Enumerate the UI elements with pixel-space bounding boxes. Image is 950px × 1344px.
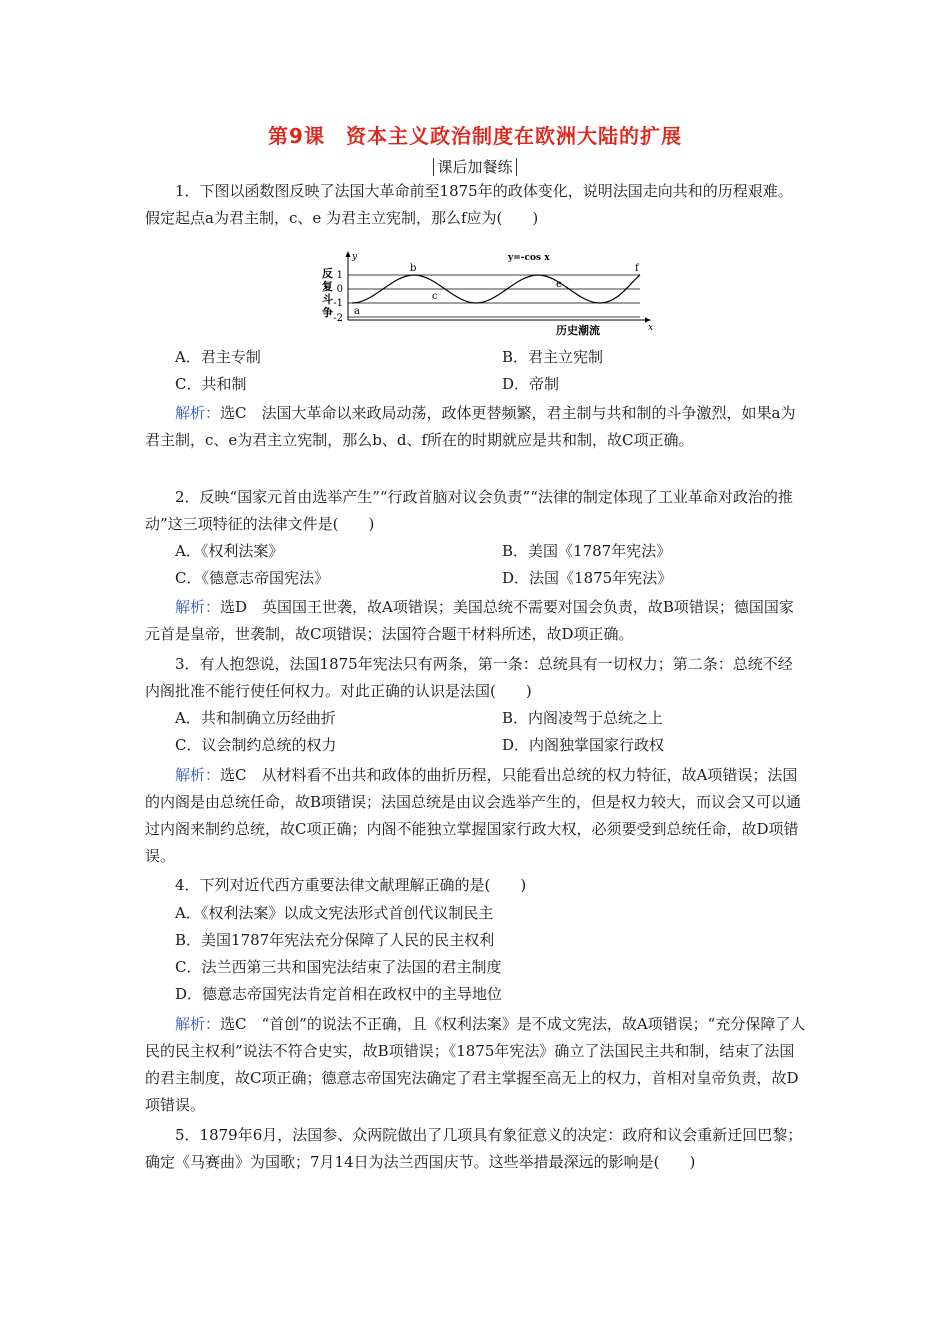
- graph-y-title-char: 复: [322, 280, 333, 293]
- graph-point-label: e: [556, 279, 562, 290]
- graph-y-title-char: 斗: [322, 293, 333, 306]
- analysis-label: 解析：: [175, 1015, 221, 1033]
- analysis-label: 解析：: [175, 766, 221, 784]
- question-2-option-d: D．法国《1875年宪法》: [502, 569, 673, 587]
- question-2-option-c: C．《德意志帝国宪法》: [175, 569, 329, 587]
- question-4-option-d: D．德意志帝国宪法肯定首相在政权中的主导地位: [175, 985, 503, 1003]
- graph-point-label: a: [354, 306, 360, 317]
- graph-point-label: c: [432, 291, 438, 302]
- question-4-option-a: A．《权利法案》以成文宪法形式首创代议制民主: [175, 904, 494, 922]
- graph-y-tick: 0: [336, 284, 343, 295]
- question-3-stem: 3．有人抱怨说，法国1875年宪法只有两条，第一条：总统具有一切权力；第二条：总统不经内阁批准不能行使任何权力。对此正确的认识是法国( ): [145, 655, 793, 700]
- question-2-option-a: A．《权利法案》: [175, 542, 284, 560]
- question-3-option-d: D．内阁独掌国家行政权: [502, 736, 665, 754]
- question-1-analysis: [145, 400, 807, 454]
- question-3-option-a: A．共和制确立历经曲折: [175, 709, 336, 727]
- question-1-stem: 1．下图以函数图反映了法国大革命前至1875年的政体变化，说明法国走向共和的历程艰难。假定起点a为君主制，c、e 为君主立宪制，那么f应为( ): [145, 182, 793, 227]
- question-4-stem: 4．下列对近代西方重要法律文献理解正确的是( ): [175, 876, 527, 894]
- graph-x-axis-label: x: [648, 323, 654, 333]
- graph-point-label: f: [635, 263, 639, 274]
- graph-y-title-char: 争: [322, 306, 333, 319]
- question-1-option-a: A．君主专制: [175, 348, 261, 366]
- question-2-option-b: B．美国《1787年宪法》: [502, 542, 672, 560]
- question-3-option-c: C．议会制约总统的权力: [175, 736, 337, 754]
- analysis-text: 选C 法国大革命以来政局动荡，政体更替频繁，君主制与共和制的斗争激烈，如果a为君主制，c、e为君主立宪制，那么b、d、f所在的时期就应是共和制，故C项正确。: [145, 404, 796, 449]
- question-1-option-c: C．共和制: [175, 375, 247, 393]
- cosine-graph: [318, 250, 658, 340]
- question-2-stem: 2．反映“国家元首由选举产生”“行政首脑对议会负责”“法律的制定体现了工业革命对政治的推动”这三项特征的法律文件是( ): [145, 488, 793, 533]
- graph-y-tick: -2: [333, 313, 343, 324]
- analysis-text: 选C 从材料看不出共和政体的曲折历程，只能看出总统的权力特征，故A项错误；法国的内阁是由总统任命，故B项错误；法国总统是由议会选举产生的，但是权力较大，而议会又可以通过内阁来制约总统，故C项正确；内阁不能独立掌握国家行政大权，必须要受到总统任命，故D项错误。: [145, 766, 802, 865]
- graph-y-tick: 1: [336, 270, 343, 281]
- graph-y-title-char: 反: [322, 267, 333, 280]
- question-4-analysis: [145, 1011, 807, 1119]
- analysis-text: 选D 英国国王世袭，故A项错误；美国总统不需要对国会负责，故B项错误；德国国家元首是皇帝，世袭制，故C项错误；法国符合题干材料所述，故D项正确。: [145, 598, 794, 643]
- graph-y-axis-label: y: [352, 252, 358, 262]
- exercise-tag-label: 课后加餐练: [433, 158, 516, 176]
- question-1-option-b: B．君主立宪制: [502, 348, 604, 366]
- analysis-label: 解析：: [175, 598, 221, 616]
- graph-x-title: 历史潮流: [556, 324, 600, 337]
- analysis-label: 解析：: [175, 404, 221, 422]
- question-4-option-c: C．法兰西第三共和国宪法结束了法国的君主制度: [175, 958, 502, 976]
- question-5-stem: 5．1879年6月，法国参、众两院做出了几项具有象征意义的决定：政府和议会重新迁回巴黎；确定《马赛曲》为国歌；7月14日为法兰西国庆节。这些举措最深远的影响是( ): [145, 1126, 803, 1171]
- question-3-analysis: [145, 762, 807, 870]
- question-2-analysis: [145, 594, 807, 648]
- graph-point-label: b: [410, 263, 417, 274]
- graph-y-tick: -1: [333, 298, 343, 309]
- question-4-option-b: B．美国1787年宪法充分保障了人民的民主权利: [175, 931, 495, 949]
- analysis-text: 选C “首创”的说法不正确，且《权利法案》是不成文宪法，故A项错误；“充分保障了人民的民主权利”说法不符合史实，故B项错误；《1875年宪法》确立了法国民主共和制，结束了法国的君主制度，故C项正确；德意志帝国宪法确定了君主掌握至高无上的权力，首相对皇帝负责，故D项错误。: [145, 1015, 806, 1114]
- exercise-tag: [0, 156, 950, 177]
- question-1-option-d: D．帝制: [502, 375, 560, 393]
- graph-function-label: y=-cos x: [508, 253, 550, 263]
- question-3-option-b: B．内阁凌驾于总统之上: [502, 709, 664, 727]
- lesson-title: 第9课 资本主义政治制度在欧洲大陆的扩展: [268, 124, 682, 148]
